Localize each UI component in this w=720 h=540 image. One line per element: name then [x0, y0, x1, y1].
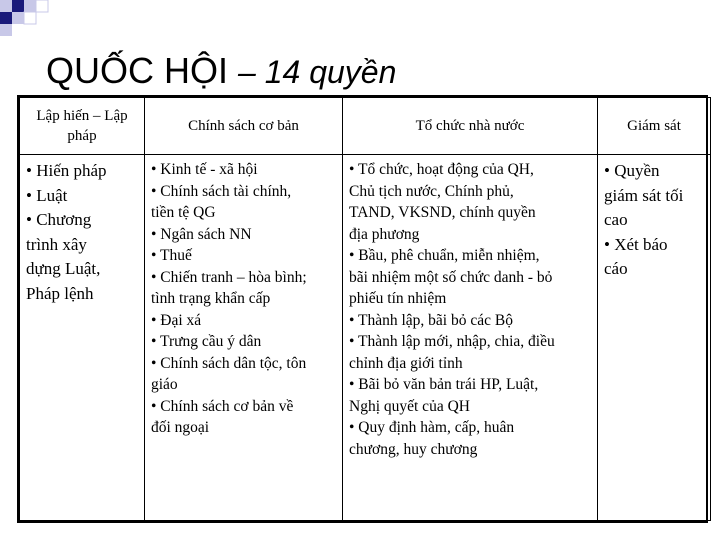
cell-line: • Thành lập mới, nhập, chia, điều: [349, 333, 555, 350]
cell-lap-hien: [20, 155, 145, 521]
cell-line: • Chương: [26, 210, 92, 229]
cell-line: dựng Luật,: [26, 259, 101, 278]
cell-line: • Kinh tế - xã hội: [151, 161, 258, 178]
cell-line: Chủ tịch nước, Chính phủ,: [349, 182, 514, 200]
header-lap-hien: Lập hiến – Lập pháp: [20, 98, 145, 155]
cell-line: • Bầu, phê chuẩn, miễn nhiệm,: [349, 247, 540, 264]
cell-line: • Chính sách tài chính,: [151, 182, 292, 200]
cell-line: trình xây: [26, 234, 87, 254]
cell-to-chuc: [343, 155, 598, 521]
cell-line: • Ngân sách NN: [151, 225, 252, 243]
cell-line: • Đại xá: [151, 311, 202, 329]
cell-line: • Tổ chức, hoạt động của QH,: [349, 161, 534, 178]
corner-squares-decoration: [0, 0, 60, 40]
cell-line: chỉnh địa giới tỉnh: [349, 354, 463, 372]
cell-line: • Luật: [26, 185, 68, 205]
cell-line: • Thành lập, bãi bỏ các Bộ: [349, 311, 513, 329]
cell-line: cao: [604, 210, 628, 229]
header-to-chuc: Tổ chức nhà nước: [343, 98, 598, 155]
cell-line: chương, huy chương: [349, 440, 478, 458]
cell-line: tiền tệ QG: [151, 204, 216, 221]
title-main: QUỐC HỘI: [46, 50, 229, 91]
header-giam-sat: Giám sát: [598, 98, 711, 155]
powers-table-grid: [19, 97, 711, 521]
slide-title: [46, 50, 396, 92]
cell-line: cáo: [604, 259, 628, 278]
title-sub: – 14 quyền: [238, 54, 397, 90]
cell-line: bãi nhiệm một số chức danh - bỏ: [349, 268, 553, 286]
cell-line: Nghị quyết của QH: [349, 397, 470, 415]
cell-line: TAND, VKSND, chính quyền: [349, 204, 536, 221]
cell-line: • Thuế: [151, 247, 192, 264]
cell-line: giám sát tối: [604, 185, 684, 205]
cell-line: địa phương: [349, 225, 420, 243]
cell-line: • Xét báo: [604, 234, 668, 254]
cell-chinh-sach: [145, 155, 343, 521]
body-row: [20, 155, 711, 521]
cell-line: • Hiến pháp: [26, 161, 107, 180]
cell-line: • Chính sách dân tộc, tôn: [151, 354, 307, 372]
cell-line: • Trưng cầu ý dân: [151, 333, 262, 350]
cell-line: giáo: [151, 376, 178, 393]
cell-giam-sat: [598, 155, 711, 521]
header-row: [20, 98, 711, 155]
header-chinh-sach: Chính sách cơ bản: [145, 98, 343, 155]
cell-line: đối ngoại: [151, 419, 210, 436]
cell-line: • Quy định hàm, cấp, huân: [349, 419, 515, 436]
cell-line: phiếu tín nhiệm: [349, 290, 447, 307]
cell-line: • Bãi bỏ văn bản trái HP, Luật,: [349, 376, 539, 393]
powers-table: [17, 95, 708, 523]
cell-line: tình trạng khẩn cấp: [151, 290, 271, 307]
cell-line: • Quyền: [604, 161, 660, 180]
cell-line: Pháp lệnh: [26, 283, 94, 303]
cell-line: • Chiến tranh – hòa bình;: [151, 268, 307, 286]
cell-line: • Chính sách cơ bản về: [151, 397, 294, 415]
